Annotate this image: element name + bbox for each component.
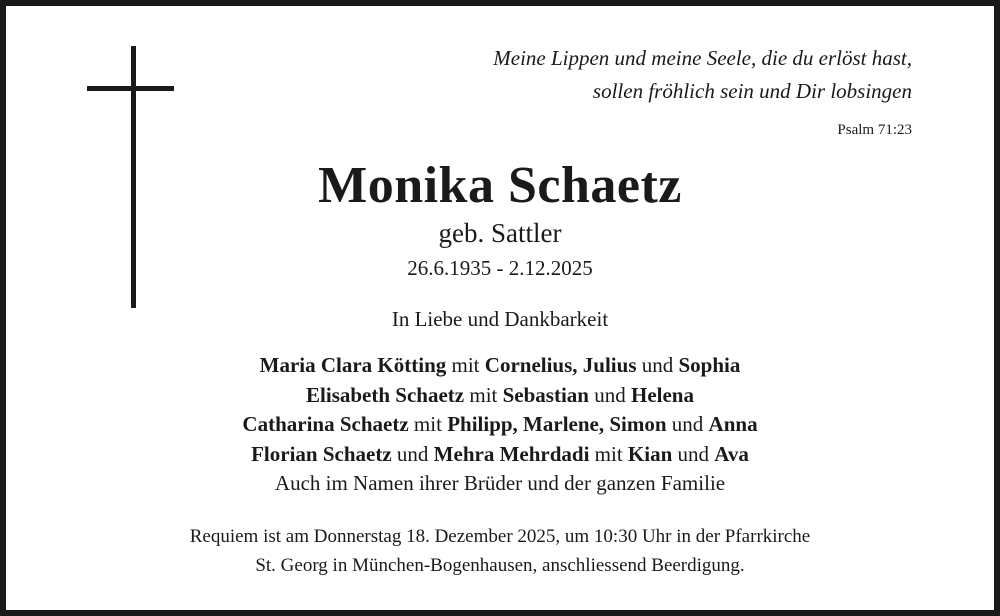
deceased-name: Monika Schaetz (318, 157, 682, 214)
quote-line-2: sollen fröhlich sein und Dir lobsingen (592, 79, 912, 103)
family-line (6, 410, 994, 440)
family-name: Florian Schaetz (251, 441, 392, 466)
family-connector: und (672, 441, 715, 466)
intro-line: In Liebe und Dankbarkeit (391, 307, 609, 331)
family-name: Ava (714, 441, 749, 466)
family-connector: und (666, 412, 709, 436)
family-connector: mit (408, 412, 448, 436)
cross-icon-bar (87, 86, 174, 91)
family-line (6, 440, 994, 470)
family-name: Mehra Mehrdadi (433, 441, 590, 466)
family-line (6, 469, 994, 499)
family-connector: und (391, 441, 434, 466)
maiden-name: geb. Sattler (438, 218, 562, 248)
family-connector: und (588, 382, 631, 407)
family-name: Anna (708, 412, 758, 436)
obituary-card (6, 6, 994, 610)
bible-quote (493, 42, 912, 108)
family-connector: mit (464, 382, 503, 407)
family-connector: mit (589, 441, 628, 466)
family-name: Maria Clara Kötting (259, 353, 447, 377)
family-name: Cornelius, Julius (484, 353, 637, 377)
service-info (6, 522, 994, 580)
service-line-2: St. Georg in München-Bogenhausen, anschliessend Beerdigung. (255, 555, 745, 576)
family-name: Elisabeth Schaetz (306, 382, 465, 407)
quote-line-1: Meine Lippen und meine Seele, die du erlöst hast, (493, 46, 912, 70)
family-name: Sebastian (502, 382, 589, 407)
family-line (6, 381, 994, 411)
family-name: Sophia (678, 353, 741, 377)
family-name: Philipp, Marlene, Simon (447, 412, 667, 436)
family-name: Catharina Schaetz (242, 412, 409, 436)
family-name: Helena (630, 382, 694, 407)
family-connector: Auch im Namen ihrer Brüder und der ganzen Familie (274, 471, 726, 495)
quote-source: Psalm 71:23 (837, 122, 912, 138)
life-dates: 26.6.1935 - 2.12.2025 (407, 256, 593, 280)
family-list (6, 351, 994, 499)
family-line (6, 351, 994, 381)
family-connector: und (636, 353, 679, 377)
family-connector: mit (446, 353, 485, 377)
family-name: Kian (627, 441, 673, 466)
service-line-1: Requiem ist am Donnerstag 18. Dezember 2025, um 10:30 Uhr in der Pfarrkirche (189, 526, 811, 547)
